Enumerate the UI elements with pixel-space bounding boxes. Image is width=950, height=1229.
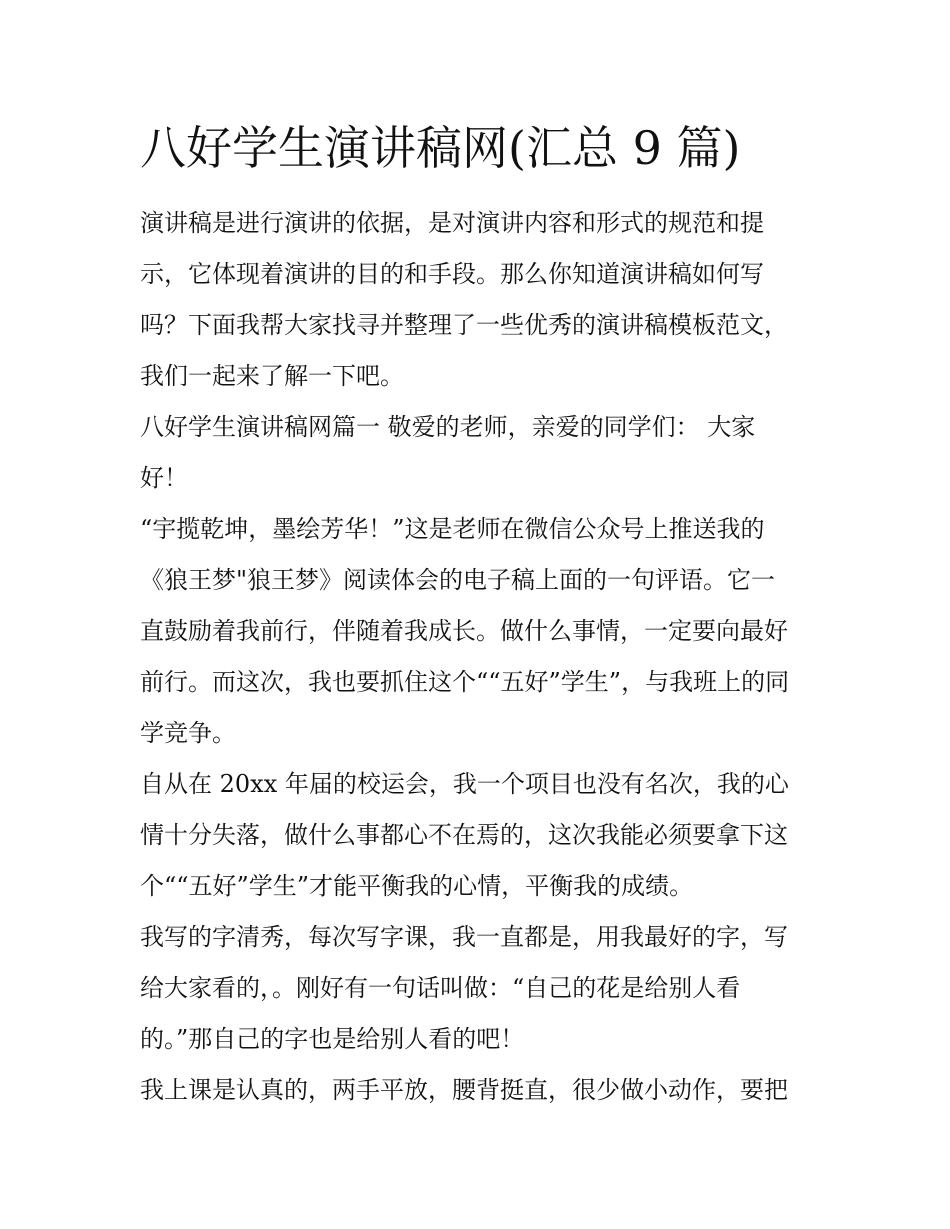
text-line: 自从在 20xx 年届的校运会，我一个项目也没有名次，我的心 (140, 770, 789, 798)
text-line: 给大家看的，。刚好有一句话叫做：“自己的花是给别人看 (140, 974, 741, 1002)
text-line: 的。”那自己的字也是给别人看的吧！ (140, 1025, 525, 1053)
text-line: 示，它体现着演讲的目的和手段。那么你知道演讲稿如何写 (140, 260, 764, 288)
text-line: 《狼王梦"狼王梦》阅读体会的电子稿上面的一句评语。它一 (140, 566, 776, 594)
text-line: 我上课是认真的，两手平放，腰背挺直，很少做小动作，要把 (140, 1076, 788, 1104)
text-line: 前行。而这次，我也要抓住这个““五好”学生”，与我班上的同 (140, 668, 790, 696)
text-line: 情十分失落，做什么事都心不在焉的，这次我能必须要拿下这 (140, 821, 788, 849)
text-line: 八好学生演讲稿网篇一 敬爱的老师，亲爱的同学们： 大家 (140, 413, 756, 441)
text-line: “宇揽乾坤，墨绘芳华！”这是老师在微信公众号上推送我的 (140, 515, 765, 543)
text-line: 个““五好”学生”才能平衡我的心情，平衡我的成绩。 (140, 872, 694, 900)
text-line: 学竞争。 (140, 719, 236, 747)
text-line: 直鼓励着我前行，伴随着我成长。做什么事情，一定要向最好 (140, 617, 788, 645)
text-line: 演讲稿是进行演讲的依据，是对演讲内容和形式的规范和提 (140, 209, 764, 237)
text-line: 吗？下面我帮大家找寻并整理了一些优秀的演讲稿模板范文， (140, 311, 788, 339)
document-title: 八好学生演讲稿网(汇总 9 篇) (140, 121, 741, 175)
text-line: 我写的字清秀，每次写字课，我一直都是，用我最好的字，写 (140, 923, 788, 951)
document-body (140, 198, 820, 1116)
text-line: 我们一起来了解一下吧。 (140, 362, 404, 390)
text-line: 好！ (140, 464, 188, 492)
